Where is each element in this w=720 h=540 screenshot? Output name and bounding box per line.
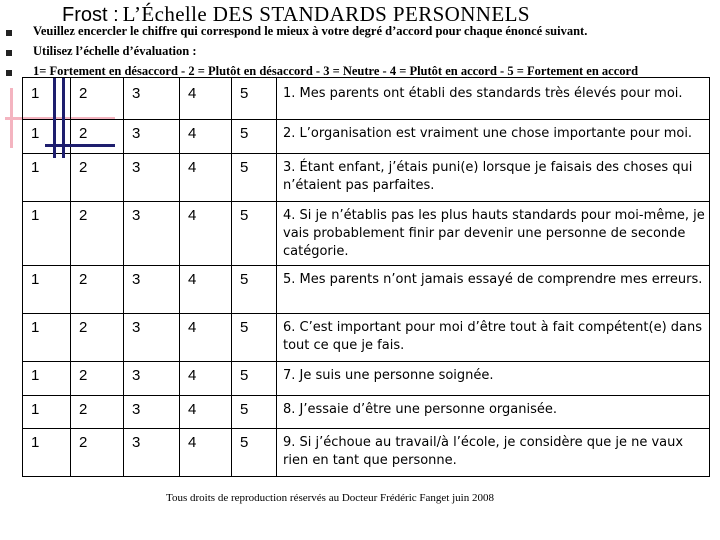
rating-option-5[interactable]: 5	[232, 120, 277, 154]
rating-option-3[interactable]: 3	[124, 429, 180, 477]
bullet-square-icon	[6, 70, 12, 76]
rating-option-2[interactable]: 2	[71, 120, 124, 154]
table-row	[23, 78, 710, 120]
table-row	[23, 202, 710, 266]
statement-text: 3. Étant enfant, j’étais puni(e) lorsque je faisais des choses qui n’étaient pas parfaites.	[277, 154, 710, 202]
table-row	[23, 362, 710, 396]
rating-option-2[interactable]: 2	[71, 266, 124, 314]
statement-text: 4. Si je n’établis pas les plus hauts standards pour moi-même, je vais probablement finir par devenir une personne de seconde catégorie.	[277, 202, 710, 266]
rating-option-4[interactable]: 4	[180, 202, 232, 266]
statement-text: 7. Je suis une personne soignée.	[277, 362, 710, 396]
table-row	[23, 120, 710, 154]
title-lead: Frost :	[62, 4, 119, 26]
rating-option-3[interactable]: 3	[124, 396, 180, 429]
bullet-square-icon	[6, 50, 12, 56]
rating-option-4[interactable]: 4	[180, 120, 232, 154]
rating-option-5[interactable]: 5	[232, 202, 277, 266]
rating-option-3[interactable]: 3	[124, 202, 180, 266]
instruction-text: Veuillez encercler le chiffre qui correspond le mieux à votre degré d’accord pour chaque énoncé suivant.	[33, 24, 588, 38]
statement-text: 8. J’essaie d’être une personne organisée.	[277, 396, 710, 429]
rating-option-5[interactable]: 5	[232, 429, 277, 477]
table-row	[23, 429, 710, 477]
statement-text: 1. Mes parents ont établi des standards très élevés pour moi.	[277, 78, 710, 120]
decorative-bar	[45, 144, 115, 147]
rating-option-3[interactable]: 3	[124, 154, 180, 202]
rating-option-3[interactable]: 3	[124, 120, 180, 154]
rating-option-4[interactable]: 4	[180, 362, 232, 396]
rating-option-5[interactable]: 5	[232, 154, 277, 202]
rating-option-2[interactable]: 2	[71, 314, 124, 362]
statement-text: 6. C’est important pour moi d’être tout à fait compétent(e) dans tout ce que je fais.	[277, 314, 710, 362]
rating-option-5[interactable]: 5	[232, 78, 277, 120]
bullet-square-icon	[6, 30, 12, 36]
instruction-item	[6, 24, 718, 44]
rating-table	[22, 77, 710, 477]
rating-option-5[interactable]: 5	[232, 362, 277, 396]
rating-option-1[interactable]: 1	[23, 154, 71, 202]
rating-option-3[interactable]: 3	[124, 266, 180, 314]
instruction-item	[6, 44, 718, 64]
rating-option-1[interactable]: 1	[23, 78, 71, 120]
rating-option-1[interactable]: 1	[23, 362, 71, 396]
rating-option-4[interactable]: 4	[180, 78, 232, 120]
copyright-footer: Tous droits de reproduction réservés au Docteur Frédéric Fanget juin 2008	[166, 492, 494, 504]
rating-option-4[interactable]: 4	[180, 266, 232, 314]
rating-option-2[interactable]: 2	[71, 429, 124, 477]
statement-text: 5. Mes parents n’ont jamais essayé de comprendre mes erreurs.	[277, 266, 710, 314]
rating-option-2[interactable]: 2	[71, 154, 124, 202]
rating-option-5[interactable]: 5	[232, 266, 277, 314]
rating-option-2[interactable]: 2	[71, 78, 124, 120]
scale-legend: 1= Fortement en désaccord - 2 = Plutôt en désaccord - 3 = Neutre - 4 = Plutôt en accord - 5 = Fortement en accord	[33, 64, 639, 78]
rating-option-4[interactable]: 4	[180, 314, 232, 362]
rating-option-1[interactable]: 1	[23, 396, 71, 429]
statement-text: 9. Si j’échoue au travail/à l’école, je considère que je ne vaux rien en tant que personne.	[277, 429, 710, 477]
rating-option-1[interactable]: 1	[23, 120, 71, 154]
table-row	[23, 266, 710, 314]
rating-option-2[interactable]: 2	[71, 362, 124, 396]
table-row	[23, 314, 710, 362]
title-main: L’Échelle DES STANDARDS PERSONNELS	[122, 2, 530, 26]
instruction-text: Utilisez l’échelle d’évaluation :	[33, 44, 197, 58]
rating-option-3[interactable]: 3	[124, 78, 180, 120]
rating-option-4[interactable]: 4	[180, 396, 232, 429]
rating-option-4[interactable]: 4	[180, 154, 232, 202]
rating-option-4[interactable]: 4	[180, 429, 232, 477]
table-row	[23, 396, 710, 429]
rating-option-3[interactable]: 3	[124, 362, 180, 396]
rating-option-2[interactable]: 2	[71, 396, 124, 429]
rating-option-5[interactable]: 5	[232, 314, 277, 362]
rating-option-1[interactable]: 1	[23, 429, 71, 477]
rating-option-5[interactable]: 5	[232, 396, 277, 429]
instruction-list	[6, 24, 718, 84]
rating-option-1[interactable]: 1	[23, 266, 71, 314]
statement-text: 2. L’organisation est vraiment une chose importante pour moi.	[277, 120, 710, 154]
table-row	[23, 154, 710, 202]
rating-option-1[interactable]: 1	[23, 314, 71, 362]
rating-option-3[interactable]: 3	[124, 314, 180, 362]
rating-option-1[interactable]: 1	[23, 202, 71, 266]
rating-option-2[interactable]: 2	[71, 202, 124, 266]
